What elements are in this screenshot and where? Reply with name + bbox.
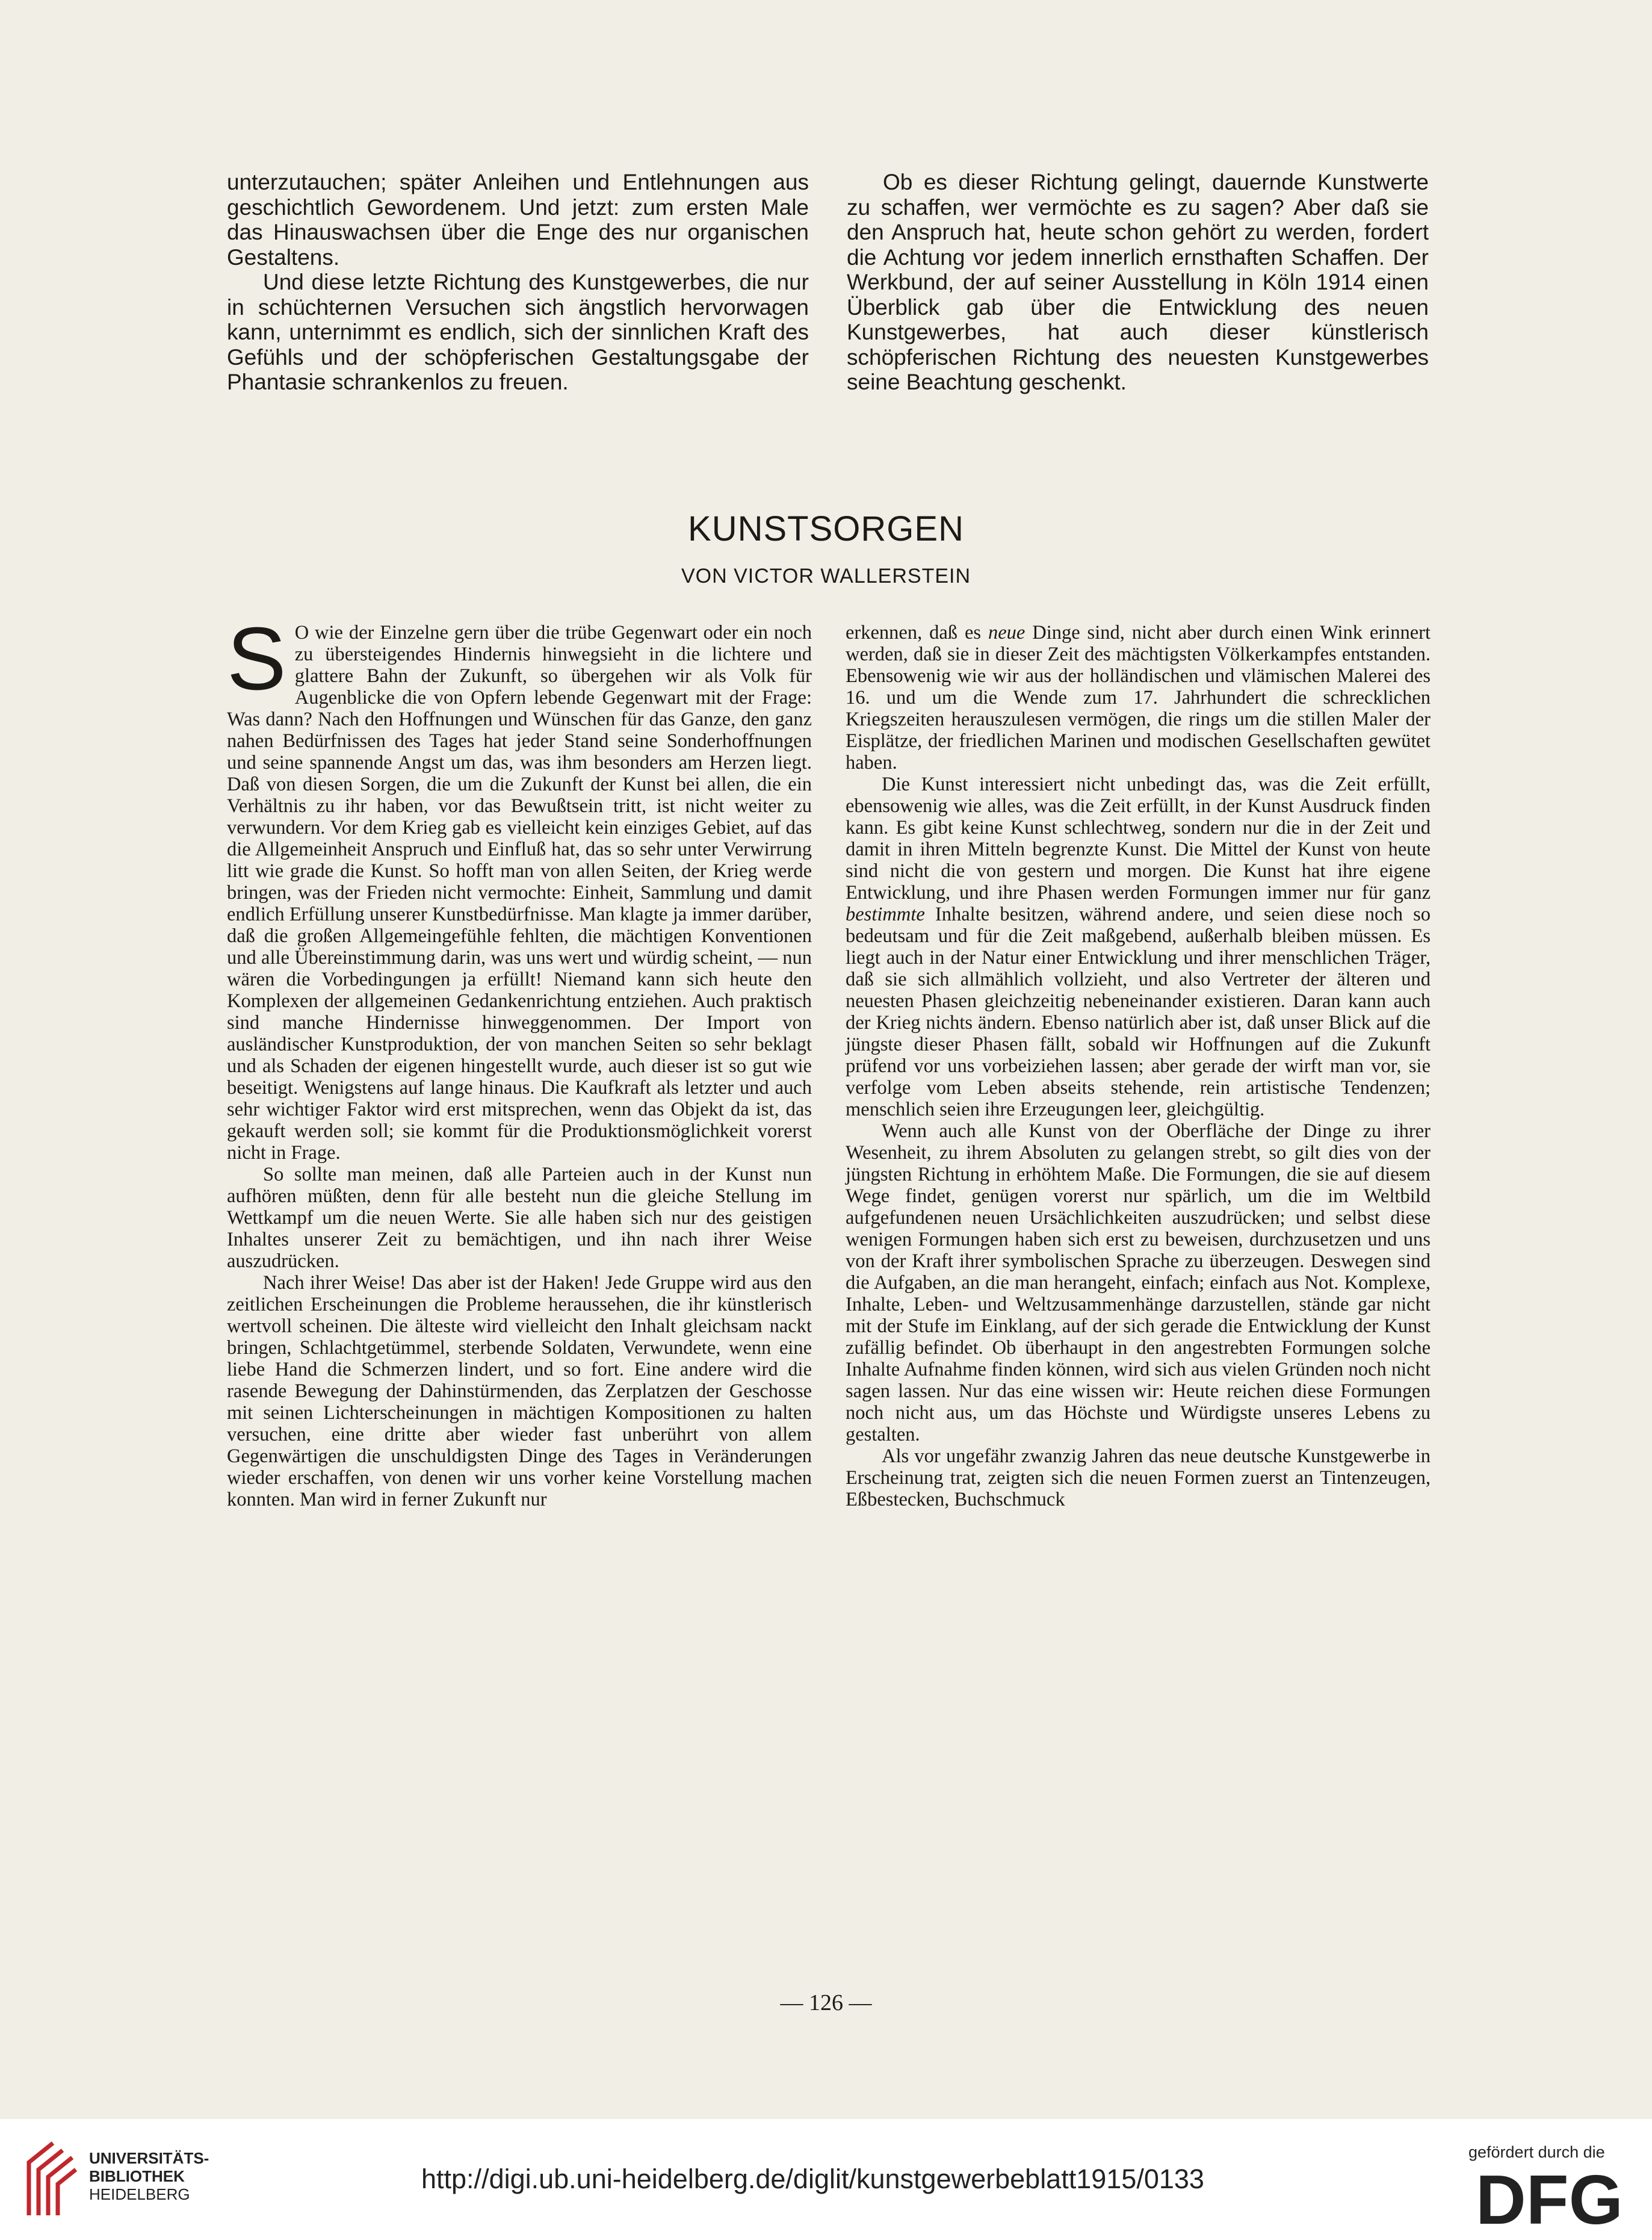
paragraph-text: Die Kunst interessiert nicht unbedingt das, was die Zeit erfüllt, ebensowenig wie alles, was die Zeit erfüllt, in der Kunst Ausdruck finden kann. Es gibt keine Kunst schlechtweg, sondern nur die in der Zeit und damit in ihren Mitteln begrenzte Kunst. Die Mittel der Kunst von heute sind nicht die von gestern und morgen. Die Kunst hat ihre eigene Entwicklung, und ihre Phasen werden Formungen immer nur für ganz: [846, 774, 1431, 904]
drop-cap: S: [227, 609, 286, 709]
top-right-column: [847, 170, 1429, 395]
paragraph: Ob es dieser Richtung gelingt, dauernde Kunstwerte zu schaffen, wer vermöchte es zu sagen? Aber daß sie den Anspruch hat, heute schon gehört zu werden, fordert die Achtung vor jedem innerlich ernsthaften Schaffen. Der Werkbund, der auf seiner Ausstellung in Köln 1914 einen Überblick gab über die Entwicklung des neuen Kunstgewerbes, hat auch dieser künstlerisch schöpferischen Richtung des neuesten Kunstgewerbes seine Beachtung geschenkt.: [847, 170, 1429, 394]
library-name-line: UNIVERSITÄTS-: [89, 2149, 209, 2167]
university-library-logo-icon[interactable]: [23, 2138, 78, 2218]
top-left-column: [227, 170, 809, 395]
emphasis: bestimmte: [846, 904, 925, 925]
permalink-url[interactable]: http://digi.ub.uni-heidelberg.de/diglit/kunstgewerbeblatt1915/0133: [421, 2164, 1204, 2194]
paragraph-text: Inhalte besitzen, während andere, und seien diese noch so bedeutsam und für die Zeit maßgebend, außerhalb bleiben müssen. Es liegt auch in der Natur einer Entwicklung und ihrer menschlichen Träger, daß sie sich allmählich vollzieht, und also Vertreter der älteren und neuesten Phasen gleichzeitig nebeneinander existieren. Daran kann auch der Krieg nichts ändern. Ebenso natürlich aber ist, daß unser Blick auf die jüngste dieser Phasen fällt, sobald wir Hoffnungen auf die Zukunft prüfend vor uns vorbeiziehen lassen; aber gerade der wirft man vor, sie verfolge vom Leben abseits stehende, rein artistische Tendenzen; menschlich seien ihre Erzeugungen leer, gleichgültig.: [846, 904, 1431, 1120]
funded-by-label: gefördert durch die: [1468, 2143, 1605, 2161]
paragraph: So sollte man meinen, daß alle Parteien auch in der Kunst nun aufhören müßten, denn für alle besteht nun die gleiche Stellung im Wettkampf um die neuen Werte. Sie alle haben sich nur des geistigen Inhaltes unserer Zeit zu bemächtigen, und ihn nach ihrer Weise auszudrücken.: [227, 1164, 812, 1272]
article-right-column: [846, 622, 1431, 1510]
paragraph: Wenn auch alle Kunst von der Oberfläche der Dinge zu ihrer Wesenheit, zu ihrem Absoluten zu gelangen strebt, so gilt dies von der jüngsten Richtung in erhöhtem Maße. Die Formungen, die sie auf diesem Wege findet, genügen vorerst nur spärlich, um die im Weltbild aufgefundenen neuen Ursächlichkeiten auszudrücken; und selbst diese wenigen Formungen haben sich erst zu beweisen, durchzusetzen und uns von der Kraft ihrer symbolischen Sprache zu überzeugen. Deswegen sind die Aufgaben, an die man herangeht, einfach; einfach aus Not. Komplexe, Inhalte, Leben- und Weltzusammenhänge darzustellen, stände gar nicht mit der Stufe im Einklang, auf der sich gerade die Entwicklung der Kunst zufällig befindet. Ob überhaupt in den angestrebten Formungen solche Inhalte Aufnahme finden können, wird sich aus vielen Gründen noch nicht sagen lassen. Nur das eine wissen wir: Heute reichen diese Formungen noch nicht aus, um das Höchste und Würdigste unseres Lebens zu gestalten.: [846, 1120, 1431, 1445]
paragraph: Als vor ungefähr zwanzig Jahren das neue deutsche Kunstgewerbe in Erscheinung trat, zeigten sich die neuen Formen zuerst an Tintenzeugen, Eßbestecken, Buchschmuck: [846, 1445, 1431, 1510]
paragraph-text: O wie der Einzelne gern über die trübe Gegenwart oder ein noch zu übersteigendes Hindernis hinwegsieht in die lichtere und glattere Bahn der Zukunft, so übergehen wir als Volk für Augenblicke die von Opfern lebende Gegenwart mit der Frage: Was dann? Nach den Hoffnungen und Wünschen für das Ganze, den ganz nahen Bedürfnissen des Tages hat jeder Stand seine Sonderhoffnungen und seine spannende Angst um das, was ihm besonders am Herzen liegt. Daß von diesen Sorgen, die um die Zukunft der Kunst bei allen, die ein Verhältnis zu ihr haben, vor das Bewußtsein tritt, ist nicht weiter zu verwundern. Vor dem Krieg gab es vielleicht kein einziges Gebiet, auf das die Allgemeinheit Anspruch und Einfluß hat, das so sehr unter Verwirrung litt wie grade die Kunst. So hofft man von allen Seiten, der Krieg werde bringen, was der Frieden nicht vermochte: Einheit, Sammlung und damit endlich Erfüllung unserer Kunstbedürfnisse. Man klagte ja immer darüber, daß die großen Allgemeingefühle fehlten, die mächtigen Konventionen und alle Übereinstimmung darin, was uns wert und würdig scheint, — nun wären die Vorbedingungen ja erfüllt! Niemand kann sich heute den Komplexen der allgemeinen Gedankenrichtung entziehen. Auch praktisch sind manche Hindernisse hinweggenommen. Der Import von ausländischer Kunstproduktion, der von manchen Seiten so sehr beklagt und als Schaden der eigenen hingestellt wurde, auch dieser ist so gut wie beseitigt. Wenigstens auf lange hinaus. Die Kaufkraft als letzter und auch sehr wichtiger Faktor wird erst mitsprechen, wenn das Objekt da ist, das gekauft werden soll; sie kommt für die Produktionsmöglichkeit vorerst nicht in Frage.: [227, 622, 812, 1164]
paragraph: [227, 609, 812, 1164]
paragraph: unterzutauchen; später Anleihen und Entlehnungen aus geschichtlich Gewordenem. Und jetzt: zum ersten Male das Hinauswachsen über die Enge des nur organischen Gestaltens.: [227, 170, 809, 270]
library-name-line: BIBLIOTHEK: [89, 2167, 185, 2185]
article-byline: VON VICTOR WALLERSTEIN: [681, 565, 971, 588]
paragraph-text: Dinge sind, nicht aber durch einen Wink erinnert werden, daß sie in dieser Zeit des mächtigsten Völkerkampfes entstanden. Ebensowenig wie wir aus der holländischen und vlämischen Malerei des 16. und um die Wende zum 17. Jahrhundert die schrecklichen Kriegszeiten herauszulesen vermögen, die rings um die stillen Maler der Eisplätze, der friedlichen Marinen und modischen Gesellschaften gewütet haben.: [846, 622, 1431, 774]
article-left-column: [227, 609, 812, 1510]
page-number: — 126 —: [780, 1990, 872, 2015]
emphasis: neue: [988, 622, 1026, 644]
library-name[interactable]: [89, 2149, 209, 2203]
paragraph: [846, 774, 1431, 1120]
footer-bar: [0, 2119, 1652, 2240]
article-title: KUNSTSORGEN: [688, 509, 964, 548]
library-name-line: HEIDELBERG: [89, 2185, 190, 2203]
paragraph: Nach ihrer Weise! Das aber ist der Haken! Jede Gruppe wird aus den zeitlichen Erscheinungen die Probleme heraussehen, die ihr künstlerisch wertvoll scheinen. Die älteste wird vielleicht den Inhalt gleichsam nackt bringen, Schlachtgetümmel, sterbende Soldaten, Verwundete, wenn eine liebe Hand die Schmerzen lindert, und so fort. Eine andere wird die rasende Bewegung der Dahinstürmenden, das Zerplatzen der Geschosse mit seinen Lichterscheinungen in mächtigen Kompositionen zu halten versuchen, eine dritte aber wieder fast unberührt von allem Gegenwärtigen die unschuldigsten Dinge des Tages in Veränderungen wieder erschaffen, von denen wir uns vorher keine Vorstellung machen konnten. Man wird in ferner Zukunft nur: [227, 1272, 812, 1510]
paragraph: Und diese letzte Richtung des Kunstgewerbes, die nur in schüchternen Versuchen sich ängstlich hervorwagen kann, unternimmt es endlich, sich der sinnlichen Kraft des Gefühls und der schöpferischen Gestaltungsgabe der Phantasie schrankenlos zu freuen.: [227, 270, 809, 394]
dfg-logo-icon[interactable]: [1476, 2168, 1632, 2229]
svg-text:DFG: DFG: [1476, 2168, 1623, 2229]
paragraph-text: erkennen, daß es: [846, 622, 988, 644]
paragraph: [846, 622, 1431, 774]
